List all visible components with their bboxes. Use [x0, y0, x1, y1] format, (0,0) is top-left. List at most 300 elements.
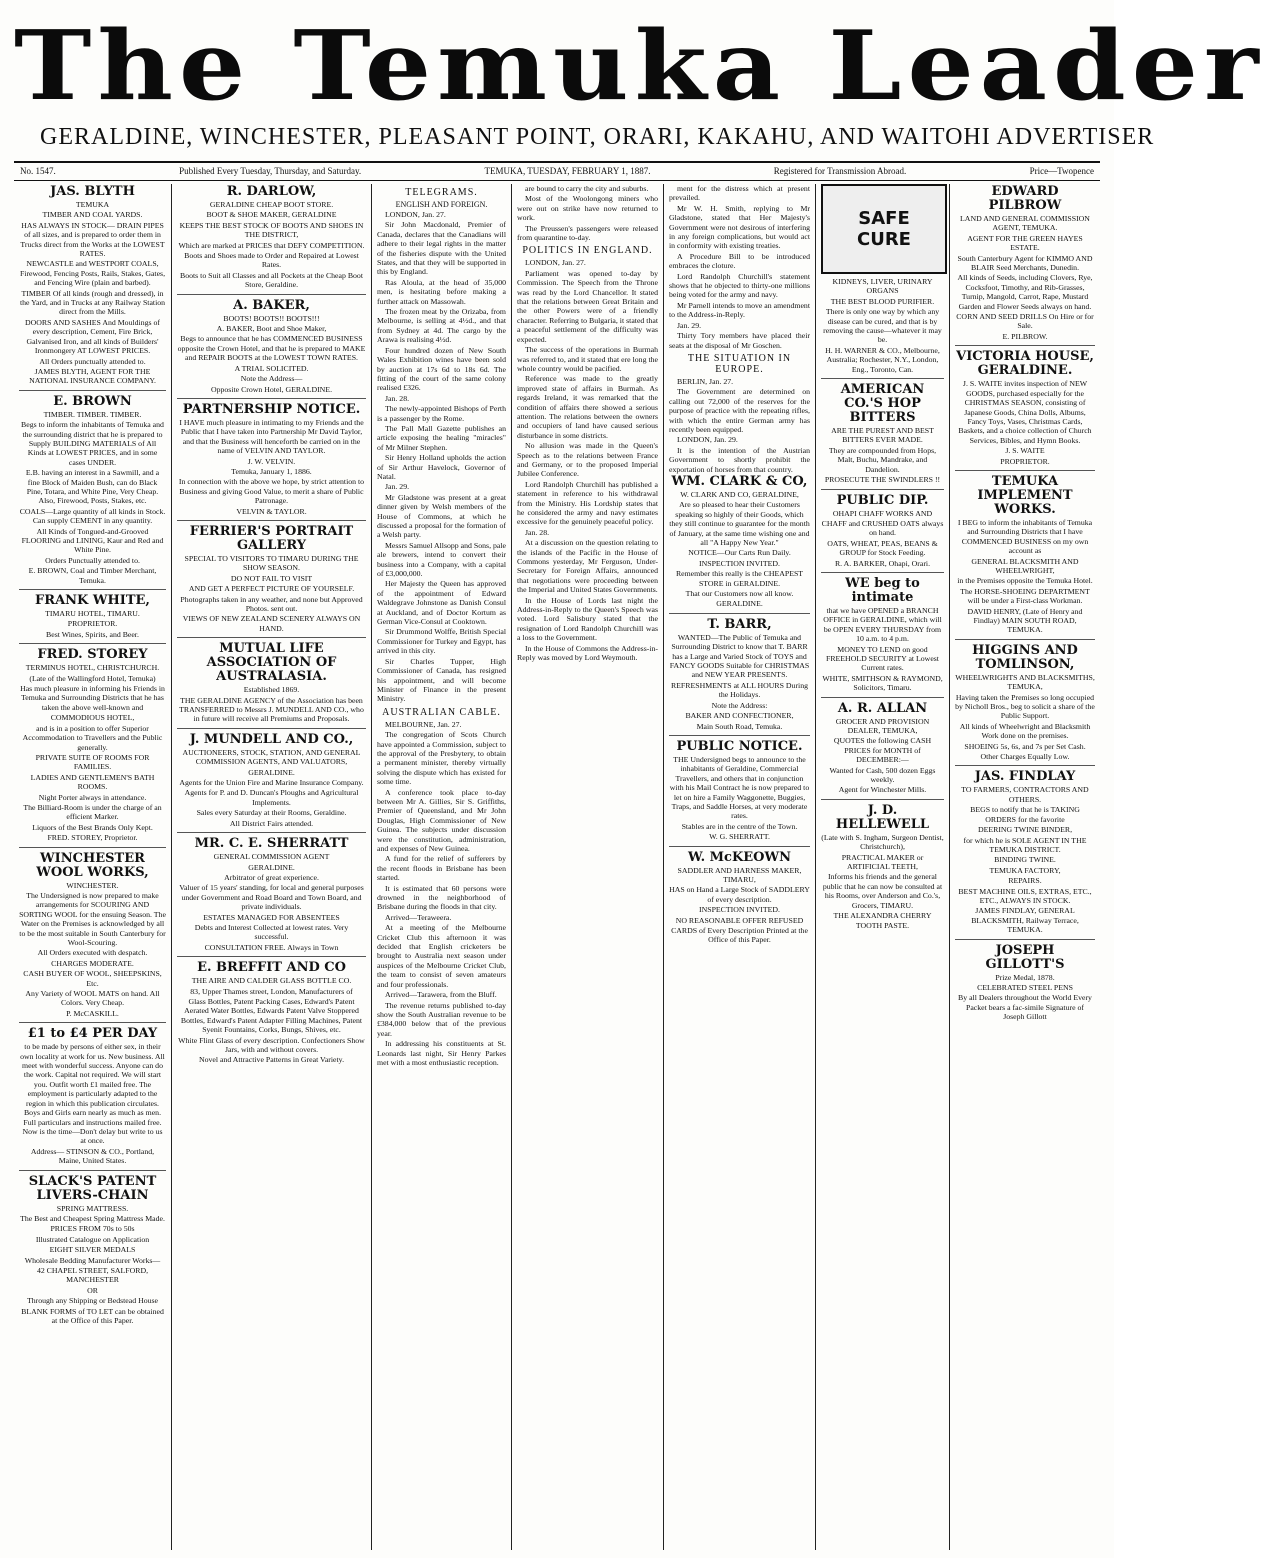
story-body	[377, 210, 506, 1067]
advert-line: Boots and Shoes made to Order and Repaired at Lowest Rates.	[184, 251, 359, 270]
publication-schedule: Published Every Tuesday, Thursday, and Saturday.	[179, 166, 362, 176]
safe-cure-logo	[821, 184, 947, 274]
advert-line: Opposite Crown Hotel, GERALDINE.	[210, 384, 333, 394]
advert-line: NO REASONABLE OFFER REFUSED	[675, 915, 804, 925]
advert-line: VELVIN & TAYLOR.	[236, 506, 307, 516]
story-paragraph: are bound to carry the city and suburbs.	[525, 184, 649, 193]
story-paragraph: Mr W. H. Smith, replying to Mr Gladstone, stated that Her Majesty's Government were not desirous of interfering in any foreign complications, but would act in conformity with existing treaties.	[669, 203, 810, 251]
advert-line: Begs to announce that he has COMMENCED BUSINESS opposite the Crown Hotel, and that he is prepared to MAKE and REPAIR BOOTS at the LOWEST TOWN RATES.	[177, 334, 366, 363]
advert-heading: A. R. ALLAN	[837, 700, 928, 716]
advert-line: THE GERALDINE AGENCY of the Association has been TRANSFERRED to Messrs J. MUNDELL AND CO., who in future will receive all Premiums and Proposals.	[179, 695, 364, 724]
advert-heading: WE beg to intimate	[845, 575, 920, 605]
advert-line: OR	[87, 1285, 98, 1295]
section-heading: AUSTRALIAN CABLE.	[382, 706, 501, 718]
advert-heading: FRED. STOREY	[37, 647, 148, 663]
advert-line: PRICES FROM 70s to 50s	[50, 1224, 135, 1234]
advert-line: OATS, WHEAT, PEAS, BEANS & GROUP for Stock Feeding.	[827, 538, 938, 558]
advert-line: CHAFF and CRUSHED OATS always on hand.	[821, 518, 944, 538]
advert-heading: TEMUKA IMPLEMENT WORKS.	[977, 473, 1073, 517]
advert-heading: MUTUAL LIFE ASSOCIATION OF AUSTRALASIA.	[206, 641, 337, 685]
advert-line: THE Undersigned begs to announce to the inhabitants of Geraldine, Commercial Travellers, and others that in conjunction with his Mail Contract he is now prepared to let on hire a Family Waggonette, Buggies, Traps, and Saddle Horses, at very moderate rates.	[669, 754, 810, 821]
advert-heading: EDWARD PILBROW	[988, 184, 1062, 213]
advert-heading: WM. CLARK & CO,	[671, 473, 808, 489]
advert-line: They are compounded from Hops, Malt, Buchu, Mandrake, and Dandelion.	[828, 445, 937, 474]
advert-line: Sales every Saturday at their Rooms, Geraldine.	[196, 808, 347, 818]
registration-note: Registered for Transmission Abroad.	[773, 166, 907, 176]
advert-line: Other Charges Equally Low.	[980, 752, 1070, 762]
advert-line: BOOT & SHOE MAKER, GERALDINE	[206, 210, 337, 220]
advert-heading: SLACK'S PATENT LIVERS-CHAIN	[28, 1173, 157, 1203]
advert-line: J. S. WAITE	[1005, 446, 1045, 456]
advert-line: Has much pleasure in informing his Friends in Temuka and Surrounding Districts that he has taken the above well-known and	[20, 684, 165, 712]
advertisement	[177, 733, 366, 833]
advert-line: Main South Road, Temuka.	[696, 721, 783, 731]
advert-line: FRED. STOREY, Proprietor.	[47, 833, 138, 843]
advert-line: Debts and Interest Collected at lowest rates. Very successful.	[194, 922, 349, 942]
advert-line: Wanted for Cash, 500 dozen Eggs weekly.	[829, 765, 936, 785]
advertisement	[19, 395, 166, 590]
advertisement	[177, 642, 366, 729]
advert-line: SHOEING 5s, 6s, and 7s per Set Cash.	[964, 741, 1086, 751]
advert-line: DOORS AND SASHES And Mouldings of every description, Cement, Fire Brick, Galvanised Iron, and all kinds of Builders' Ironmongery AT LOWEST PRICES.	[25, 317, 160, 356]
story-paragraph: The Government are determined on calling out 72,000 of the reserves for the purpose of practice with the repeating rifles, with which the entire German army has recently been equipped.	[669, 387, 810, 434]
advert-heading: J. MUNDELL AND CO.,	[189, 731, 354, 747]
advert-line: J. W. VELVIN.	[247, 456, 296, 466]
advert-line: AUCTIONEERS, STOCK, STATION, AND GENERAL COMMISSION AGENTS, AND VALUATORS,	[182, 747, 361, 767]
story-paragraph: Messrs Samuel Allsopp and Sons, pale ale brewers, intend to convert their business into a Company, with a capital of £3,000,000.	[377, 540, 506, 579]
advert-line: 83, Upper Thames street, London, Manufacturers of	[190, 986, 353, 996]
advert-line: Address— STINSON & CO., Portland, Maine, United States.	[30, 1146, 155, 1166]
story-paragraph: Parliament was opened to-day by Commission. The Speech from the Throne was read by the Lord Chancellor. It stated that the relations between Great Britain and the other Powers were of a friendly character. Referring to Bulgaria, it stated that a peaceful settlement of the difficulty was expected.	[517, 268, 658, 344]
column-7	[950, 184, 1100, 1550]
advert-heading: FRANK WHITE,	[35, 593, 150, 609]
advert-line: CONSULTATION FREE. Always in Town	[204, 942, 339, 952]
advert-line: JAMES BLYTH, AGENT FOR THE NATIONAL INSURANCE COMPANY.	[29, 366, 156, 386]
advert-line: GROCER AND PROVISION DEALER, TEMUKA,	[835, 716, 930, 735]
advert-line: The HORSE-SHOEING DEPARTMENT will be under a First-class Workman.	[960, 586, 1090, 606]
advert-line: SPRING MATTRESS.	[56, 1203, 129, 1213]
advert-heading: R. DARLOW,	[226, 184, 317, 199]
advert-line: TEMUKA	[75, 200, 110, 209]
story-paragraph: LONDON, Jan. 27.	[385, 210, 446, 219]
advert-line: I HAVE much pleasure in intimating to my Friends and the Public that I have taken into Partnership Mr David Taylor, and that the Business will henceforth be carried on in the name of VELVIN AND TAYLOR.	[179, 417, 364, 456]
advert-line: Boots to Suit all Classes and all Pockets at the Cheap Boot Store, Geraldine.	[180, 270, 363, 290]
advert-line: All kinds of Wheelwright and Blacksmith Work done on the premises.	[959, 721, 1091, 741]
advert-line: TERMINUS HOTEL, CHRISTCHURCH.	[25, 663, 160, 673]
advert-heading: JOSEPH GILLOTT'S	[985, 942, 1065, 972]
advert-line: WHEELWRIGHTS AND BLACKSMITHS, TEMUKA,	[955, 672, 1095, 692]
advertisement	[19, 1175, 166, 1330]
advert-line: Liquors of the Best Brands Only Kept.	[32, 822, 153, 832]
advert-line: that we have OPENED a BRANCH OFFICE in GERALDINE, which will be OPEN EVERY THURSDAY from 10 a.m. to 4 p.m.	[823, 605, 942, 644]
advert-line: COALS—Large quantity of all kinds in Stock. Can supply CEMENT in any quantity.	[19, 506, 166, 526]
advert-line: H. H. WARNER & CO., Melbourne, Australia; Rochester, N.Y., London, Eng., Toronto, Can.	[825, 345, 940, 374]
advert-line: ESTATES MANAGED FOR ABSENTEES	[203, 912, 340, 922]
advert-heading: W. McKEOWN	[688, 849, 791, 865]
story-paragraph: Most of the Woolongong miners who were out on strike have now returned to work.	[517, 194, 658, 223]
advert-line: COMMODIOUS HOTEL,	[50, 713, 135, 723]
advert-line: There is only one way by which any disease can be cured, and that is by removing the cause—whatever it may be.	[823, 307, 942, 345]
story-paragraph: At a discussion on the question relating to the islands of the Pacific in the House of Commons yesterday, Mr Ferguson, Under-Secretary for Foreign Affairs, announced that negotiations were proceeding between the Imperial and United States Governments.	[517, 538, 658, 595]
advert-line: OHAPI CHAFF WORKS AND	[832, 508, 933, 518]
advertisement	[177, 525, 366, 638]
story-paragraph: Jan. 28.	[385, 393, 410, 403]
advert-line: J. S. WAITE invites inspection of NEW GOODS, purchased especially for the CHRISTMAS SEASON, consisting of Japanese Goods, China Dolls, Albums, Fancy Toys, Vases, Christmas Cards, Baskets, and a choice collection of Church Services, Bibles, and Hymn Books.	[958, 379, 1092, 445]
advert-line: W. CLARK AND CO, GERALDINE,	[680, 489, 799, 499]
story-paragraph: Sir Charles Tupper, High Commissioner of Canada, has resigned his appointment, and will become Minister of Finance in the present Ministry.	[377, 656, 506, 704]
advert-line: BEST MACHINE OILS, EXTRAS, ETC., ETC., ALWAYS IN STOCK.	[958, 886, 1092, 905]
column-5	[664, 184, 816, 1550]
advertisement	[177, 837, 366, 957]
advert-line: GERALDINE.	[716, 599, 763, 609]
advertisement	[19, 852, 166, 1024]
story-paragraph: MELBOURNE, Jan. 27.	[385, 719, 462, 729]
advert-line: P. McCASKILL.	[66, 1008, 119, 1018]
advert-line: South Canterbury Agent for KIMMO AND BLAIR Seed Merchants, Dunedin.	[957, 253, 1093, 273]
advert-line: Illustrated Catalogue on Application	[35, 1234, 150, 1244]
advert-line: KEEPS THE BEST STOCK OF BOOTS AND SHOES IN THE DISTRICT,	[179, 220, 364, 240]
story-paragraph: BERLIN, Jan. 27.	[677, 376, 734, 386]
story-paragraph: ment for the distress which at present prevailed.	[669, 184, 810, 203]
advert-line: Begs to inform the inhabitants of Temuka and the surrounding district that he is prepared to Supply BUILDING MATERIALS of All Kinds at LOWEST PRICES, and in some cases UNDER.	[21, 420, 164, 467]
advert-line: E.B. having an interest in a Sawmill, and a fine Block of Maiden Bush, can do Black Pine, Totara, and White Pine, Very Cheap. Also, Firewood, Posts, Stakes, etc.	[25, 468, 160, 506]
story-paragraph: Jan. 29.	[677, 320, 702, 330]
advertisement	[19, 594, 166, 644]
advertisement	[821, 702, 944, 800]
advert-line: KIDNEYS, LIVER, URINARY ORGANS	[832, 277, 933, 296]
story-paragraph: Four hundred dozen of New South Wales Exhibition wines have been sold by auction at 17s 6d to 18s 6d. The fitting of the court of the same colony realised £326.	[377, 345, 506, 393]
column-6	[816, 184, 950, 1550]
safe-cure-word1: SAFE	[858, 208, 910, 229]
story-paragraph: In the House of Commons the Address-in-Reply was moved by Lord Weymouth.	[517, 643, 658, 663]
story-paragraph: The congregation of Scots Church have appointed a Commission, subject to the approval of the Presbytery, to obtain a permanent minister, thereby virtually solving the dispute which has existed for some time.	[377, 730, 506, 787]
advert-line: TEMUKA FACTORY,	[989, 865, 1061, 875]
advert-line: By all Dealers throughout the World Every Packet bears a fac-simile Signature of Joseph Gillott	[958, 993, 1092, 1022]
advert-line: CELEBRATED STEEL PENS	[977, 982, 1073, 992]
advert-line: TIMARU HOTEL, TIMARU.	[45, 609, 140, 619]
advertisement	[955, 944, 1095, 1026]
story-body	[669, 184, 810, 474]
advert-heading: JAS. BLYTH	[50, 184, 135, 199]
advert-line: AND GET A PERFECT PICTURE OF YOURSELF.	[188, 584, 355, 594]
advert-line: REPAIRS.	[1008, 876, 1042, 886]
advert-line: Best Wines, Spirits, and Beer.	[46, 629, 139, 639]
story-paragraph: The success of the operations in Burmah was referred to, and it stated that ere long the whole country would be pacified.	[517, 345, 658, 373]
advert-line: White Flint Glass of every description. Confectioners Show Jars, with and without covers.	[178, 1035, 365, 1054]
advert-line: That our Customers now all know.	[685, 589, 794, 599]
advertisement	[821, 804, 944, 934]
advert-line: Photographs taken in any weather, and none but Approved Photos. sent out.	[180, 594, 363, 613]
advert-line: TIMBER Of all kinds (rough and dressed), in the Yard, and in Trucks at any Railway Station direct from the Mills.	[19, 288, 166, 317]
advertisement	[177, 403, 366, 521]
advert-heading: A. BAKER,	[233, 297, 310, 313]
story-paragraph: In addressing his constituents at St. Leonards last night, Sir Henry Parkes met with a most enthusiastic reception.	[377, 1039, 506, 1067]
advert-heading: FERRIER'S PORTRAIT GALLERY	[189, 523, 354, 553]
advert-line: THE AIRE AND CALDER GLASS BOTTLE CO.	[191, 976, 352, 986]
advert-line: LAND AND GENERAL COMMISSION AGENT, TEMUKA.	[960, 214, 1090, 233]
advert-line: Night Porter always in attendance.	[38, 792, 147, 802]
story-paragraph: Jan. 28.	[525, 527, 550, 537]
advert-line: BOOTS! BOOTS!! BOOTS!!!	[223, 313, 320, 323]
advert-line: Any Variety of WOOL MATS on hand. All Colors. Very Cheap.	[25, 989, 160, 1008]
advert-line: CARDS of Every Description Printed at the Office of this Paper.	[671, 926, 808, 945]
advert-line: for which he is SOLE AGENT IN THE TEMUKA DISTRICT.	[963, 835, 1087, 854]
advert-line: and is in a position to offer Superior Accommodation to Travellers and the Public generally.	[22, 723, 163, 752]
column-3-telegrams	[372, 184, 512, 1550]
advert-line: Prize Medal, 1878.	[995, 972, 1055, 982]
story-paragraph: LONDON, Jan. 29.	[677, 435, 738, 445]
story-body	[517, 258, 658, 662]
story-paragraph: Arrived—Teraweera.	[385, 912, 452, 922]
advert-line: Remember this really is the CHEAPEST STORE in GERALDINE.	[675, 569, 804, 588]
advert-heading: £1 to £4 PER DAY	[27, 1026, 158, 1042]
advert-line: PROPRIETOR.	[67, 619, 118, 629]
advert-line: Agents for the Union Fire and Marine Insurance Company.	[179, 778, 364, 788]
advertisement	[669, 851, 810, 949]
advert-line: BLANK FORMS of TO LET can be obtained at the Office of this Paper.	[21, 1306, 164, 1325]
advert-heading: JAS. FINDLAY	[974, 769, 1076, 785]
story-paragraph: The revenue returns published to-day show the South Australian revenue to be £384,000 below that of the previous year.	[377, 1000, 506, 1038]
advert-heading: PUBLIC DIP.	[836, 492, 929, 508]
advert-line: TO FARMERS, CONTRACTORS AND OTHERS.	[961, 785, 1089, 804]
subsection-heading: ENGLISH AND FOREIGN.	[395, 200, 488, 209]
advert-line: TIMBER. TIMBER. TIMBER.	[43, 409, 142, 419]
issue-date: TEMUKA, TUESDAY, FEBRUARY 1, 1887.	[484, 166, 651, 176]
story-paragraph: At a meeting of the Melbourne Cricket Club this afternoon it was decided that English cricketers be brought to Australia next season under auspices of the Melbourne Cricket Club, the team to consist of seven amateurs and four professionals.	[377, 923, 506, 989]
advert-heading: AMERICAN CO.'S HOP BITTERS	[840, 382, 925, 426]
advert-line: CASH BUYER OF WOOL, SHEEPSKINS, Etc.	[23, 969, 162, 988]
advertisement	[177, 961, 366, 1069]
advert-heading: E. BREFFIT AND CO	[197, 960, 346, 976]
advert-line: Agent for Winchester Mills.	[838, 785, 927, 795]
advertisement	[821, 277, 944, 379]
section-heading: POLITICS IN ENGLAND.	[522, 245, 653, 257]
story-paragraph: Lord Randolph Churchill's statement shows that he objected to thirty-one millions being voted for the army and navy.	[669, 271, 810, 300]
advert-line: VIEWS OF NEW ZEALAND SCENERY ALWAYS ON HAND.	[182, 614, 361, 633]
story-paragraph: Lord Randolph Churchill has published a statement in reference to his withdrawal from the Ministry. His Lordship states that he considered the army and navy estimates excessive for the genuinely peaceful policy.	[517, 479, 658, 527]
advert-line: (Late of the Wallingford Hotel, Temuka)	[29, 673, 156, 683]
safe-cure-word2: CURE	[857, 229, 911, 250]
advert-line: The Billiard-Room is under the charge of an efficient Marker.	[23, 802, 162, 822]
advert-heading: PUBLIC NOTICE.	[676, 738, 803, 754]
advert-line: AGENT FOR THE GREEN HAYES ESTATE.	[967, 233, 1083, 253]
advert-line: JAMES FINDLAY, GENERAL BLACKSMITH, Railway Terrace, TEMUKA.	[971, 906, 1079, 935]
story-paragraph: No allusion was made in the Queen's Speech as to the relations between France and Germany, or to the proposed Imperial Jubilee Conference.	[517, 441, 658, 479]
advert-line: PROPRIETOR.	[1000, 456, 1050, 466]
advert-line: THE ALEXANDRA CHERRY TOOTH PASTE.	[833, 911, 932, 930]
advert-line: Wholesale Bedding Manufacturer Works—	[24, 1255, 161, 1265]
story-paragraph: In the House of Lords last night the Address-in-Reply to the Queen's Speech was voted. Lord Salisbury stated that the resignation of Lord Randolph Churchill was a loss to the Government.	[517, 595, 658, 643]
column-4-politics	[512, 184, 664, 1550]
advert-line: Note the Address—	[240, 374, 303, 384]
advert-line: HAS on Hand a Large Stock of SADDLERY of every description.	[669, 885, 810, 904]
advertisement	[955, 185, 1095, 346]
advert-line: Orders Punctually attended to.	[45, 555, 140, 565]
advert-line: GERALDINE CHEAP BOOT STORE.	[209, 200, 334, 209]
advert-heading: WINCHESTER WOOL WORKS,	[36, 850, 149, 880]
advert-line: GENERAL BLACKSMITH AND WHEELWRIGHT,	[971, 556, 1079, 575]
advert-line: CORN AND SEED DRILLS On Hire or for Sale.	[956, 312, 1094, 331]
advert-line: INSPECTION INVITED.	[699, 558, 780, 568]
masthead-subtitle: GERALDINE, WINCHESTER, PLEASANT POINT, ORARI, KAKAHU, AND WAITOHI ADVERTISER	[40, 124, 1155, 150]
advert-line: THE BEST BLOOD PURIFIER.	[830, 296, 935, 306]
advert-line: All kinds of Seeds, including Clovers, Rye, Cocksfoot, Timothy, and Rib-Grasses, Turnip, Mangold, Carrot, Rape, Mustard Garden and Flower Seeds always on hand.	[957, 273, 1093, 311]
advert-line: All District Fairs attended.	[229, 818, 314, 828]
story-paragraph: Sir Drummond Wolffe, British Special Commissioner for Turkey and Egypt, has arrived in this city.	[377, 627, 506, 656]
advert-line: Which are marked at PRICES that DEFY COMPETITION.	[178, 240, 365, 250]
advertisement	[19, 185, 166, 391]
advert-line: Are so pleased to hear their Customers speaking so highly of their Goods, which they still continue to guarantee for the month of January, at the same time wishing one and all "A Happy New Year."	[669, 500, 810, 547]
advert-line: GERALDINE.	[248, 767, 295, 777]
story-paragraph: The frozen meat by the Orizaba, from Melbourne, is selling at 4½d., and that from Sydney at 4d. The cargo by the Arawa is realising 4½d.	[377, 307, 506, 345]
story-paragraph: Reference was made to the greatly improved state of affairs in Burmah. As regards Ireland, it was remarked that the condition of affairs there showed a serious attention. The relations between the owners and occupiers of land have caused serious disturbance in some districts.	[517, 374, 658, 440]
advertisement	[177, 299, 366, 399]
advert-line: DO NOT FAIL TO VISIT	[230, 573, 313, 583]
advert-line: in the Premises opposite the Temuka Hotel.	[957, 576, 1093, 586]
advert-line: All Kinds of Tongued-and-Grooved FLOORING and LINING, Kaur and Red and White Pine.	[21, 526, 164, 555]
advert-line: Novel and Attractive Patterns in Great Variety.	[198, 1055, 345, 1065]
columns	[14, 184, 1100, 1550]
story-paragraph: Mr Gladstone was present at a great dinner given by Welsh members of the House of Commons, at which he discussed a proposal for the formation of a Welsh party.	[377, 492, 506, 540]
masthead-title: The Temuka Leader	[14, 8, 1265, 123]
advert-line: R. A. BARKER, Ohapi, Orari.	[834, 558, 931, 568]
advert-line: Temuka, January 1, 1886.	[231, 466, 312, 476]
dateline-bar	[14, 161, 1100, 181]
advert-heading: VICTORIA HOUSE, GERALDINE.	[956, 349, 1094, 379]
advertisement	[821, 577, 944, 698]
advert-line: WHITE, SMITHSON & RAYMOND, Solicitors, Timaru.	[822, 673, 943, 693]
advert-heading: MR. C. E. SHERRATT	[194, 836, 349, 852]
advert-line: Valuer of 15 years' standing, for local and general purposes under Government and Road Board and Town Board, and private individuals.	[179, 883, 364, 912]
advertisement	[821, 383, 944, 489]
advert-line: REFRESHMENTS at ALL HOURS During the Holidays.	[670, 680, 809, 700]
advert-line: A. BAKER, Boot and Shoe Maker,	[216, 324, 327, 334]
story-paragraph: Sir John Macdonald, Premier of Canada, declares that the Canadians will adhere to their legal rights in the matter of the fisheries dispute with the United States, and that they will be supported in this by England.	[377, 220, 506, 277]
advertisement	[955, 475, 1095, 640]
issue-number: No. 1547.	[20, 166, 56, 176]
advert-line: HAS ALWAYS IN STOCK— DRAIN PIPES of all sizes, and is prepared to order them in Trucks direct from the Works at the LOWEST RATES.	[20, 220, 165, 259]
advert-line: In connection with the above we hope, by strict attention to Business and giving Good Value, to merit a share of Public Patronage.	[178, 477, 365, 506]
advert-line: GERALDINE.	[248, 862, 295, 872]
advert-line: The Best and Cheapest Spring Mattress Made.	[20, 1213, 165, 1223]
story-paragraph: The Preussen's passengers were released from quarantine to-day.	[517, 223, 658, 243]
advert-heading: PARTNERSHIP NOTICE.	[182, 401, 361, 417]
advertisement	[955, 644, 1095, 767]
advert-line: LADIES AND GENTLEMEN'S BATH ROOMS.	[30, 772, 155, 792]
advert-line: WANTED—The Public of Temuka and Surrounding District to know that T. BARR has a Large and Varied Stock of TOYS and FANCY GOODS Suitable for CHRISTMAS and NEW YEAR PRESENTS.	[669, 632, 810, 680]
advert-line: SADDLER AND HARNESS MAKER, TIMARU,	[677, 865, 802, 884]
advert-line: Through any Shipping or Bedstead House	[26, 1296, 158, 1306]
advert-line: to be made by persons of either sex, in their own locality at work for us. New business. All meet with wonderful success. Anyone can do the work. Capital not required. We will start you. Outfit worth £1 mailed free. The employment is particularly adapted to the region in which this publication circulates. Boys and Girls earn nearly as much as men. Full particulars and instructions mailed free. Now is the time—Don't delay but write to us at once.	[20, 1042, 165, 1146]
advert-line: EIGHT SILVER MEDALS	[49, 1245, 136, 1255]
price: Price—Twopence	[1029, 166, 1094, 176]
advert-line: Note the Address:	[711, 700, 768, 710]
advert-line: QUOTES the following CASH PRICES for MONTH of DECEMBER:—	[833, 736, 932, 765]
advert-line: BEGS to notify that he is TAKING ORDERS for the favorite	[970, 805, 1080, 824]
advert-line: Informs his friends and the general public that he can now be consulted at his Rooms, over Anderson and Co.'s, Grocers, TIMARU.	[822, 872, 943, 910]
advertisement	[19, 648, 166, 847]
advert-line: NOTICE—Our Carts Run Daily.	[688, 548, 791, 558]
advert-heading: J. D. HELLEWELL	[835, 802, 930, 832]
advert-line: GENERAL COMMISSION AGENT	[213, 852, 330, 862]
story-paragraph: A conference took place to-day between Mr A. Gillies, Sir S. Griffiths, Premier of Queensland, and Mr John Douglas, High Commissioner of New Guinea. The subjects under discussion were the constitution, administration, and expenses of New Guinea.	[377, 787, 506, 853]
story-paragraph: It is the intention of the Austrian Government to shortly prohibit the exportation of horses from that country.	[669, 445, 810, 474]
advertisement	[955, 770, 1095, 939]
advert-line: BINDING TWINE.	[994, 855, 1056, 865]
advert-line: All Orders executed with despatch.	[37, 948, 148, 958]
advert-line: Stables are in the centre of the Town.	[681, 821, 798, 831]
advert-line: (Late with S. Ingham, Surgeon Dentist, Christchurch),	[821, 832, 944, 852]
story-paragraph: Sir Henry Holland upholds the action of Sir Arthur Havelock, Governor of Natal.	[377, 453, 506, 481]
advert-line: A TRIAL SOLICITED.	[234, 363, 309, 373]
advert-line: I BEG to inform the inhabitants of Temuka and Surrounding Districts that I have COMMENCED BUSINESS on my own account as	[957, 517, 1093, 556]
advertisement	[177, 185, 366, 295]
column-1	[14, 184, 172, 1550]
advert-line: 42 CHAPEL STREET, SALFORD, MANCHESTER	[36, 1265, 149, 1285]
advert-line: ARE THE PUREST AND BEST BITTERS EVER MADE.	[831, 426, 934, 445]
advert-line: BAKER AND CONFECTIONER,	[685, 711, 794, 721]
advert-heading: E. BROWN	[53, 393, 132, 409]
advert-line: SPECIAL TO VISITORS TO TIMARU DURING THE SHOW SEASON.	[184, 553, 359, 573]
advert-line: PRACTICAL MAKER or ARTIFICIAL TEETH,	[841, 852, 924, 872]
story-paragraph: LONDON, Jan. 27.	[525, 258, 586, 268]
advert-heading: HIGGINS AND TOMLINSON,	[972, 642, 1078, 672]
advert-line: E. PILBROW.	[1002, 331, 1048, 341]
advert-line: PROSECUTE THE SWINDLERS !!	[824, 475, 941, 485]
story-paragraph: Arrived—Tarawera, from the Bluff.	[385, 990, 497, 1000]
advert-line: INSPECTION INVITED.	[699, 905, 780, 915]
advert-line: DEERING TWINE BINDER,	[977, 825, 1073, 835]
advert-line: Agents for P. and D. Duncan's Ploughs and Agricultural Implements.	[184, 788, 359, 807]
story-paragraph: Her Majesty the Queen has approved of the appointment of Edward Waldegrave Johnstone as Danish Consul at Auckland, and of Doctor Kortum as German Vice-Consul at Cooktown.	[377, 579, 506, 627]
advert-line: Established 1869.	[243, 685, 300, 695]
story-paragraph: Jan. 29.	[385, 482, 410, 492]
advert-line: W. G. SHERRATT.	[709, 832, 770, 842]
advert-line: DAVID HENRY, (Late of Henry and Findlay) MAIN SOUTH ROAD, TEMUKA.	[967, 606, 1083, 635]
advertisement	[955, 350, 1095, 471]
section-heading: TELEGRAMS.	[405, 187, 478, 198]
story-paragraph: The newly-appointed Bishops of Perth is a passenger by the Rome.	[377, 404, 506, 423]
advert-line: Arbitrator of great experience.	[224, 872, 319, 882]
story-paragraph: Thirty Tory members have placed their seats at the disposal of Mr Goschen.	[669, 331, 810, 350]
advert-line: The Undersigned is now prepared to make arrangements for SCOURING AND SORTING WOOL for the ensuing Season. The Water on the Premises is acknowledged by all to be the most suitable in South Canterbury for Wool-Scouring.	[19, 890, 166, 947]
story-paragraph: Mr Parnell intends to move an amendment to the Address-in-Reply.	[669, 300, 810, 320]
advert-line: NEWCASTLE and WESTPORT COALS, Firewood, Fencing Posts, Rails, Stakes, Gates, and Fencing Wire (plain and barbed).	[19, 259, 166, 288]
advert-line: Having taken the Premises so long occupied by Nicholl Bros., beg to solicit a share of the Public Support.	[955, 692, 1095, 721]
column-6-ads	[821, 277, 944, 934]
story-body	[517, 184, 658, 242]
story-paragraph: A Procedure Bill to be introduced embraces the cloture.	[669, 251, 810, 271]
advert-line: Glass Bottles, Patent Packing Cases, Edward's Patent Aerated Water Bottles, Edwards Patent Valve Stoppered Bottles, Edward's Patent Adapter Filling Machines, Patent Syenit Fountains, Corks, Bungs, Shives, etc.	[180, 996, 363, 1035]
advert-line: CHARGES MODERATE.	[51, 958, 134, 968]
advert-line: WINCHESTER.	[66, 880, 119, 890]
column-2	[172, 184, 372, 1550]
advert-heading: T. BARR,	[707, 616, 772, 632]
story-paragraph: Ras Aloula, at the head of 35,000 men, is hesitating before making a further attack on Massowah.	[377, 277, 506, 306]
advert-line: MONEY TO LEND on good FREEHOLD SECURITY at Lowest Current rates.	[826, 644, 939, 673]
advertisement	[19, 1027, 166, 1170]
story-paragraph: A fund for the relief of sufferers by the recent floods in Brisbane has been started.	[377, 854, 506, 883]
advertisement	[669, 475, 810, 614]
section-heading: THE SITUATION IN EUROPE.	[687, 352, 792, 375]
advert-line: TIMBER AND COAL YARDS.	[42, 210, 143, 220]
advert-line: All Orders punctually attended to.	[39, 356, 146, 366]
advert-line: PRIVATE SUITE OF ROOMS FOR FAMILIES.	[35, 752, 150, 772]
story-paragraph: It is estimated that 60 persons were drowned in the neighborhood of Brisbane during the floods in that city.	[377, 883, 506, 912]
story-paragraph: The Pall Mall Gazette publishes an article exposing the healing "miracles" of Mr Milner Stephen.	[377, 423, 506, 452]
advert-line: E. BROWN, Coal and Timber Merchant, Temuka.	[28, 566, 157, 585]
advertisement	[669, 618, 810, 736]
